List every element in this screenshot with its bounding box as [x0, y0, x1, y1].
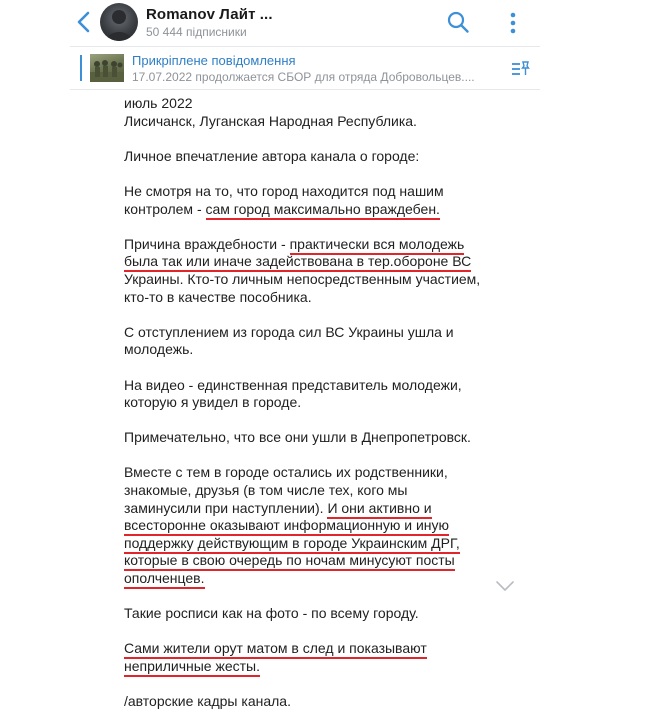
subscriber-count: 50 444 підписники	[146, 25, 247, 39]
text: Украины. Кто-то личным непосредственным участием, кто-то в качестве пособника.	[124, 270, 481, 305]
chat-header	[70, 0, 540, 46]
pinned-indicator	[80, 55, 82, 81]
message-body	[124, 95, 484, 728]
scroll-down-chevron-icon[interactable]	[495, 580, 515, 592]
text: Вместе с тем в городе остались их родственники, знакомые, друзья (в том числе тех, кого мы заминусили при наступлении).	[124, 464, 448, 516]
underlined-text: Сами жители орут матом в след и показывают неприличные жесты.	[124, 640, 427, 677]
underlined-text: сам город максимально враждебен.	[206, 201, 440, 220]
paragraph-graffiti: Такие росписи как на фото - по всему городу.	[124, 605, 419, 622]
channel-title[interactable]: Romanov Лайт ...	[146, 6, 273, 23]
message-date: июль 2022	[124, 95, 193, 111]
text: Не смотря на то, что город находится под нашим контролем -	[124, 182, 444, 217]
paragraph-date-location	[124, 95, 484, 130]
channel-avatar[interactable]	[100, 3, 138, 41]
pinned-thumbnail	[90, 54, 124, 82]
search-icon[interactable]	[446, 10, 470, 34]
message-location: Лисичанск, Луганская Народная Республика.	[124, 112, 417, 129]
soldiers-photo-icon	[90, 54, 124, 82]
underlined-text: И они активно и всесторонне оказывают информационную и иную поддержку действующим в городе Украинским ДРГ, которые в свою очередь по ночам минусуют посты ополченцев.	[124, 500, 460, 589]
text: Причина враждебности -	[124, 235, 290, 252]
paragraph-credits: /авторские кадры канала.	[124, 693, 291, 710]
avatar-figure-icon	[100, 3, 138, 41]
paragraph-intro: Личное впечатление автора канала о городе:	[124, 147, 420, 164]
paragraph-dnepr: Примечательно, что все они ушли в Днепропетровск.	[124, 429, 471, 446]
pinned-preview-text: 17.07.2022 продолжается СБОР для отряда Добровольцев....	[132, 70, 475, 84]
underlined-text: практически вся молодежь была так или иначе задействована в тер.обороне ВС	[124, 236, 471, 273]
paragraph-residents	[124, 640, 484, 675]
more-vertical-icon[interactable]	[510, 12, 516, 34]
paragraph-control	[124, 183, 484, 218]
paragraph-retreat: С отступлением из города сил ВС Украины ушла и молодежь.	[124, 323, 454, 358]
paragraph-relatives	[124, 464, 484, 587]
pinned-message-bar[interactable]	[70, 46, 540, 90]
paragraph-video: На видео - единственная представитель молодежи, которую я увидел в городе.	[124, 376, 462, 411]
pinned-title: Прикріплене повідомлення	[132, 53, 296, 68]
paragraph-reason	[124, 236, 484, 306]
chevron-left-icon[interactable]	[74, 10, 94, 34]
pinned-list-icon[interactable]	[510, 59, 530, 79]
